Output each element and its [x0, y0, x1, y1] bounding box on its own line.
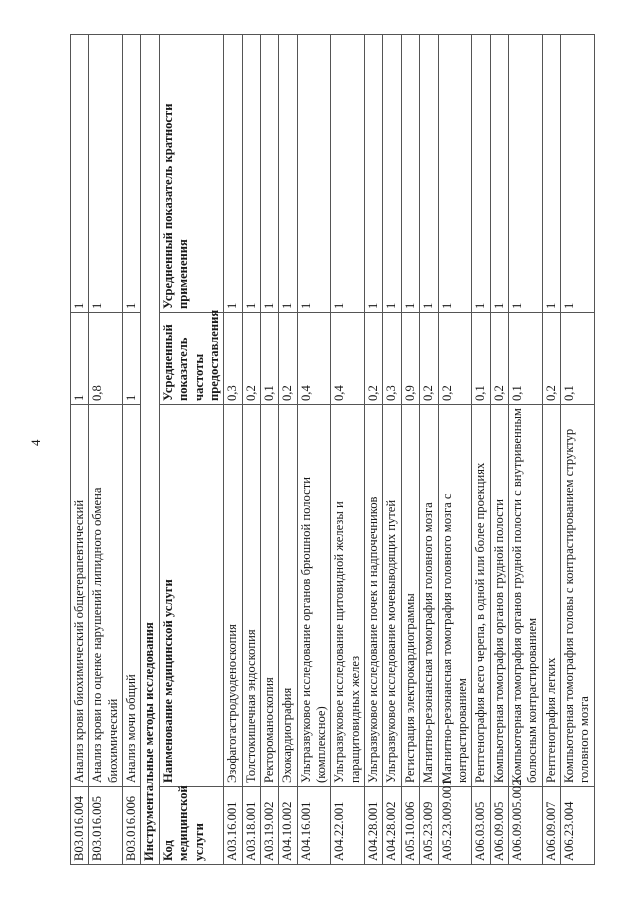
frequency-cell: 0,4 [297, 313, 331, 405]
service-name-cell: Толстокишечная эндоскопия [242, 405, 260, 787]
table-row [542, 35, 560, 865]
service-name-cell: Рентгенография всего черепа, в одной или более проекциях [472, 405, 490, 787]
multiplicity-cell: 1 [420, 35, 438, 313]
service-name-cell: Эзофагогастродуоденоскопия [224, 405, 242, 787]
service-code-cell: A04.28.002 [383, 787, 401, 865]
table-row [472, 35, 490, 865]
table-row [123, 35, 141, 865]
service-name-cell: Магнитно-резонансная томография головного мозга [420, 405, 438, 787]
frequency-cell: 0,1 [508, 313, 542, 405]
table-row [331, 35, 365, 865]
service-code-cell: A04.28.001 [365, 787, 383, 865]
service-code-cell: A03.18.001 [242, 787, 260, 865]
service-name-cell: Ультразвуковое исследование почек и надпочечников [365, 405, 383, 787]
frequency-cell: 0,2 [490, 313, 508, 405]
frequency-cell: 1 [71, 313, 89, 405]
service-code-cell: A06.09.005.002 [508, 787, 542, 865]
table-row [224, 35, 242, 865]
multiplicity-cell: 1 [542, 35, 560, 313]
multiplicity-cell: 1 [383, 35, 401, 313]
header-freq: Усредненный показатель частоты предоставления [159, 313, 223, 405]
table-row [401, 35, 419, 865]
multiplicity-cell: 1 [331, 35, 365, 313]
multiplicity-cell: 1 [472, 35, 490, 313]
frequency-cell: 0,9 [401, 313, 419, 405]
multiplicity-cell: 1 [224, 35, 242, 313]
table-row [508, 35, 542, 865]
services-table-wrapper [70, 35, 592, 865]
instrumental-section [141, 35, 224, 865]
multiplicity-cell: 1 [260, 35, 278, 313]
multiplicity-cell: 1 [365, 35, 383, 313]
service-code-cell: A06.09.005 [490, 787, 508, 865]
frequency-cell: 0,2 [438, 313, 472, 405]
service-name-cell: Компьютерная томография органов грудной полости [490, 405, 508, 787]
frequency-cell: 1 [123, 313, 141, 405]
table-row [297, 35, 331, 865]
service-name-cell: Магнитно-резонансная томография головного мозга с контрастированием [438, 405, 472, 787]
service-name-cell: Анализ крови по оценке нарушений липидного обмена биохимический [89, 405, 123, 787]
multiplicity-cell: 1 [561, 35, 595, 313]
service-name-cell: Регистрация электрокардиограммы [401, 405, 419, 787]
frequency-cell: 0,3 [383, 313, 401, 405]
page-number: 4 [28, 439, 43, 446]
frequency-cell: 0,1 [260, 313, 278, 405]
service-code-cell: A05.10.006 [401, 787, 419, 865]
multiplicity-cell: 1 [89, 35, 123, 313]
table-row [242, 35, 260, 865]
multiplicity-cell: 1 [490, 35, 508, 313]
table-row [279, 35, 297, 865]
frequency-cell: 0,2 [542, 313, 560, 405]
lab-tests-body [71, 35, 141, 865]
multiplicity-cell: 1 [71, 35, 89, 313]
multiplicity-cell: 1 [123, 35, 141, 313]
frequency-cell: 0,1 [561, 313, 595, 405]
table-row [420, 35, 438, 865]
table-row [490, 35, 508, 865]
table-row [561, 35, 595, 865]
service-code-cell: B03.016.005 [89, 787, 123, 865]
table-row [383, 35, 401, 865]
multiplicity-cell: 1 [508, 35, 542, 313]
frequency-cell: 0,2 [420, 313, 438, 405]
service-name-cell: Компьютерная томография головы с контрастированием структур головного мозга [561, 405, 595, 787]
frequency-cell: 0,2 [279, 313, 297, 405]
instrumental-rows-body [224, 35, 595, 865]
frequency-cell: 0,2 [242, 313, 260, 405]
table-row [89, 35, 123, 865]
table-row [365, 35, 383, 865]
table-row [438, 35, 472, 865]
table-row [260, 35, 278, 865]
frequency-cell: 0,8 [89, 313, 123, 405]
service-name-cell: Анализ мочи общий [123, 405, 141, 787]
service-name-cell: Эхокардиография [279, 405, 297, 787]
service-code-cell: A06.09.007 [542, 787, 560, 865]
service-code-cell: A04.10.002 [279, 787, 297, 865]
service-name-cell: Ультразвуковое исследование органов брюшной полости (комплексное) [297, 405, 331, 787]
multiplicity-cell: 1 [279, 35, 297, 313]
service-code-cell: A05.23.009 [420, 787, 438, 865]
frequency-cell: 0,1 [472, 313, 490, 405]
service-code-cell: A03.19.002 [260, 787, 278, 865]
frequency-cell: 0,4 [331, 313, 365, 405]
multiplicity-cell: 1 [401, 35, 419, 313]
service-name-cell: Ультразвуковое исследование щитовидной железы и паращитовидных желез [331, 405, 365, 787]
service-code-cell: A04.22.001 [331, 787, 365, 865]
table-header-row [159, 35, 223, 865]
service-code-cell: A05.23.009.001 [438, 787, 472, 865]
table-row [71, 35, 89, 865]
service-name-cell: Рентгенография легких [542, 405, 560, 787]
service-name-cell: Ректороманоскопия [260, 405, 278, 787]
service-code-cell: A06.03.005 [472, 787, 490, 865]
header-name: Наименование медицинской услуги [159, 405, 223, 787]
service-code-cell: A06.23.004 [561, 787, 595, 865]
section-title-row [141, 35, 159, 865]
service-name-cell: Ультразвуковое исследование мочевыводящих путей [383, 405, 401, 787]
services-table [70, 34, 595, 865]
section-title: Инструментальные методы исследования [141, 35, 159, 865]
service-code-cell: A04.16.001 [297, 787, 331, 865]
multiplicity-cell: 1 [297, 35, 331, 313]
service-name-cell: Анализ крови биохимический общетерапевтический [71, 405, 89, 787]
multiplicity-cell: 1 [438, 35, 472, 313]
service-code-cell: B03.016.006 [123, 787, 141, 865]
service-name-cell: Компьютерная томография органов грудной полости с внутривенным болюсным контрастированием [508, 405, 542, 787]
service-code-cell: B03.016.004 [71, 787, 89, 865]
header-code: Код медицинской услуги [159, 787, 223, 865]
frequency-cell: 0,2 [365, 313, 383, 405]
service-code-cell: A03.16.001 [224, 787, 242, 865]
header-mult: Усредненный показатель кратности применения [159, 35, 223, 313]
frequency-cell: 0,3 [224, 313, 242, 405]
multiplicity-cell: 1 [242, 35, 260, 313]
